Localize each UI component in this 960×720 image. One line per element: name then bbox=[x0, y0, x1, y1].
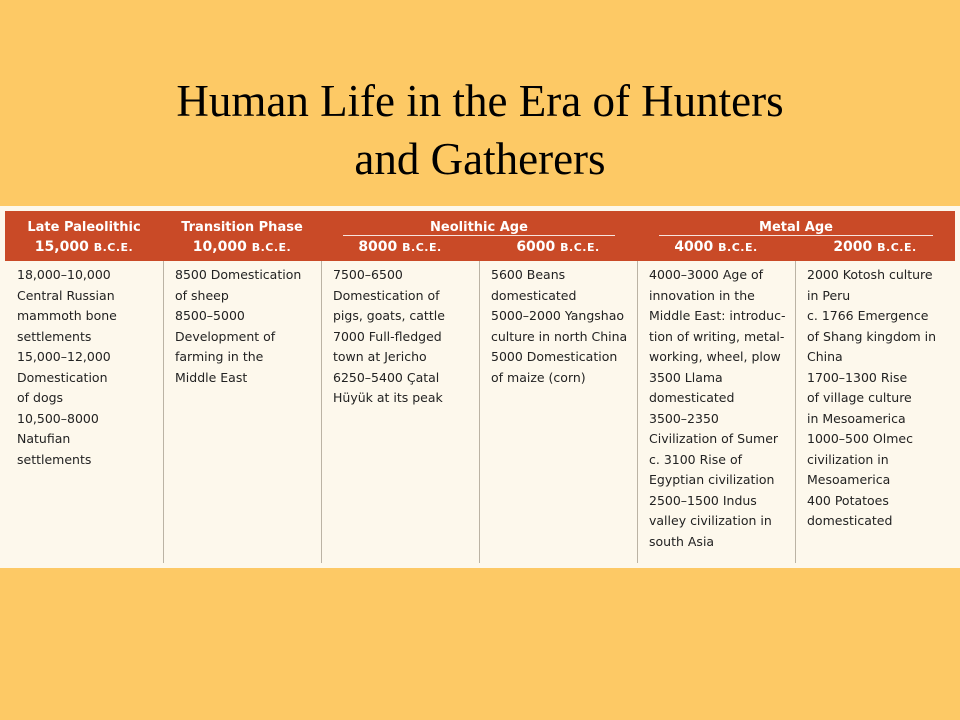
slide-title bbox=[0, 72, 960, 188]
entry-line: 5600 Beans bbox=[491, 267, 566, 282]
entry-line: 18,000–10,000 bbox=[17, 267, 111, 282]
entry-line: innovation in the bbox=[649, 287, 755, 303]
entry-line: 7500–6500 bbox=[333, 267, 403, 282]
era-late-paleolithic: Late Paleolithic bbox=[27, 220, 141, 235]
timeline-header bbox=[5, 211, 955, 261]
title-line-1: Human Life in the Era of Hunters bbox=[176, 76, 784, 126]
entry-line: Middle East: introduc- bbox=[649, 308, 786, 323]
date-4000: 4000 B.C.E. bbox=[674, 239, 758, 255]
entry-line: of dogs bbox=[17, 390, 64, 405]
entry-line: c. 1766 Emergence bbox=[807, 308, 929, 323]
timeline-table bbox=[0, 206, 960, 568]
entry-line: Natufian bbox=[17, 431, 71, 446]
column-transition-phase bbox=[163, 261, 321, 563]
entry-line: 3500 Llama bbox=[649, 369, 723, 385]
column-neolithic-6000 bbox=[479, 261, 637, 563]
entry-line: 1000–500 Olmec bbox=[807, 431, 913, 446]
entry-line: 8500 Domestication bbox=[175, 267, 302, 282]
entry-line: civilization in bbox=[807, 451, 889, 467]
entry-line: 5000 Domestication bbox=[491, 349, 618, 364]
entry-line: Hüyük at its peak bbox=[333, 390, 443, 405]
timeline-body bbox=[5, 261, 955, 563]
entry-line: in Peru bbox=[807, 287, 851, 303]
entry-line: c. 3100 Rise of bbox=[649, 451, 742, 467]
entry-line: domesticated bbox=[807, 513, 893, 528]
metal-rule bbox=[659, 235, 933, 236]
column-metal-2000 bbox=[795, 261, 955, 563]
entry-line: 6250–5400 Çatal bbox=[333, 369, 440, 385]
entry-line: 2500–1500 Indus bbox=[649, 492, 757, 508]
entry-line: settlements bbox=[17, 451, 92, 467]
entry-line: 1700–1300 Rise bbox=[807, 369, 908, 385]
entry-line: Domestication bbox=[17, 369, 108, 385]
entry-line: Development of bbox=[175, 328, 276, 344]
date-15000: 15,000 B.C.E. bbox=[34, 239, 134, 255]
entry-line: of sheep bbox=[175, 287, 229, 303]
entry-line: farming in the bbox=[175, 349, 264, 364]
date-2000: 2000 B.C.E. bbox=[833, 239, 917, 255]
column-late-paleolithic bbox=[5, 261, 163, 563]
entry-line: Mesoamerica bbox=[807, 472, 891, 487]
entry-line: tion of writing, metal- bbox=[649, 328, 785, 344]
entry-line: valley civilization in bbox=[649, 513, 772, 528]
era-transition-phase: Transition Phase bbox=[181, 220, 303, 235]
entry-line: Egyptian civilization bbox=[649, 472, 775, 487]
entry-line: 5000–2000 Yangshao bbox=[491, 308, 625, 323]
entry-line: Civilization of Sumer bbox=[649, 431, 779, 446]
entry-line: 15,000–12,000 bbox=[17, 349, 111, 364]
entry-line: Middle East bbox=[175, 369, 248, 385]
entry-line: town at Jericho bbox=[333, 349, 427, 364]
neolithic-rule bbox=[343, 235, 615, 236]
era-neolithic-age: Neolithic Age bbox=[430, 220, 528, 235]
entry-line: 3500–2350 bbox=[649, 410, 719, 426]
entry-line: 2000 Kotosh culture bbox=[807, 267, 933, 282]
entry-line: 400 Potatoes bbox=[807, 492, 889, 508]
era-metal-age: Metal Age bbox=[759, 220, 833, 235]
entry-line: 8500–5000 bbox=[175, 308, 245, 323]
column-metal-4000 bbox=[637, 261, 795, 563]
entry-line: China bbox=[807, 349, 843, 364]
entry-line: 4000–3000 Age of bbox=[649, 267, 764, 282]
entry-line: 7000 Full-fledged bbox=[333, 328, 442, 344]
entry-line: working, wheel, plow bbox=[649, 349, 781, 364]
entry-line: culture in north China bbox=[491, 328, 628, 344]
entry-line: of village culture bbox=[807, 390, 912, 405]
column-neolithic-8000 bbox=[321, 261, 479, 563]
entry-line: pigs, goats, cattle bbox=[333, 308, 445, 323]
entry-line: south Asia bbox=[649, 533, 715, 549]
entry-line: 10,500–8000 bbox=[17, 410, 99, 426]
date-6000: 6000 B.C.E. bbox=[516, 239, 600, 255]
entry-line: of Shang kingdom in bbox=[807, 328, 937, 344]
entry-line: Central Russian bbox=[17, 287, 115, 303]
entry-line: in Mesoamerica bbox=[807, 410, 906, 426]
entry-line: mammoth bone bbox=[17, 308, 117, 323]
title-line-2: and Gatherers bbox=[354, 134, 606, 184]
entry-line: domesticated bbox=[491, 287, 577, 303]
entry-line: Domestication of bbox=[333, 287, 440, 303]
entry-line: of maize (corn) bbox=[491, 369, 586, 385]
entry-line: domesticated bbox=[649, 390, 735, 405]
entry-line: settlements bbox=[17, 328, 92, 344]
date-8000: 8000 B.C.E. bbox=[358, 239, 442, 255]
date-10000: 10,000 B.C.E. bbox=[192, 239, 292, 255]
